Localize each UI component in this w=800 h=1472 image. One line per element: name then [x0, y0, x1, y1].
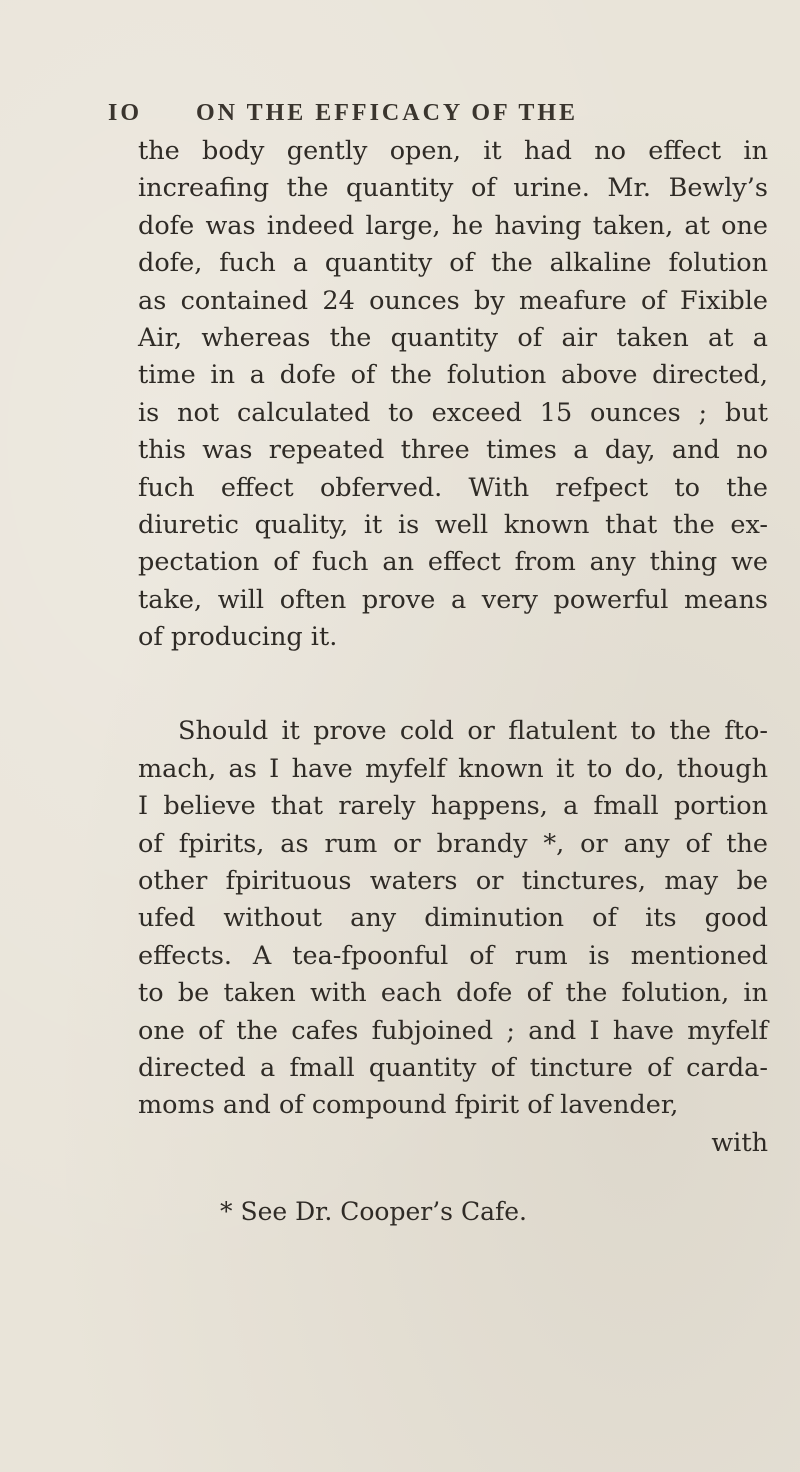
text-line: dofe, fuch a quantity of the alkaline folution	[138, 248, 768, 279]
footnote: * See Dr. Cooper’s Cafe.	[220, 1197, 527, 1226]
text-line: mach, as I have myfelf known it to do, though	[138, 753, 768, 784]
text-line: pectation of fuch an effect from any thing we	[138, 547, 768, 578]
text-line: to be taken with each dofe of the folution, in	[138, 978, 768, 1009]
text-line: one of the cafes fubjoined ; and I have myfelf	[138, 1015, 768, 1046]
text-line: Should it prove cold or flatulent to the fto-	[178, 716, 768, 747]
text-line: other fpirituous waters or tinctures, may be	[138, 866, 768, 897]
text-line: fuch effect obferved. With refpect to the	[138, 472, 768, 503]
text-line: diuretic quality, it is well known that the ex-	[138, 509, 768, 540]
paragraph-2	[138, 713, 768, 1124]
body-text	[138, 133, 768, 1162]
text-line: effects. A tea-fpoonful of rum is mentioned	[138, 940, 768, 971]
text-line: is not calculated to exceed 15 ounces ; but	[138, 397, 768, 428]
text-line: dofe was indeed large, he having taken, at one	[138, 210, 768, 241]
text-line: the body gently open, it had no effect in	[138, 136, 768, 166]
paragraph-gap	[138, 656, 768, 713]
text-line: as contained 24 ounces by meafure of Fixible	[138, 285, 768, 316]
text-line: this was repeated three times a day, and no	[138, 435, 768, 466]
paragraph-1	[138, 133, 768, 656]
text-line: Air, whereas the quantity of air taken at a	[138, 322, 768, 353]
text-line: moms and of compound fpirit of lavender,	[138, 1090, 679, 1121]
text-line: of producing it.	[138, 622, 338, 653]
text-line: increafing the quantity of urine. Mr. Bewly’s	[138, 173, 768, 204]
running-title: ON THE EFFICACY OF THE	[196, 100, 579, 126]
text-line: directed a fmall quantity of tincture of carda-	[138, 1052, 768, 1083]
text-line: ufed without any diminution of its good	[138, 903, 768, 934]
page-number: IO	[108, 100, 143, 126]
catchword: with	[711, 1127, 768, 1158]
text-line: of fpirits, as rum or brandy *, or any of the	[138, 828, 768, 859]
text-line: I believe that rarely happens, a fmall portion	[138, 791, 768, 822]
text-line: take, will often prove a very powerful means	[138, 584, 768, 615]
text-line: time in a dofe of the folution above directed,	[138, 360, 768, 391]
